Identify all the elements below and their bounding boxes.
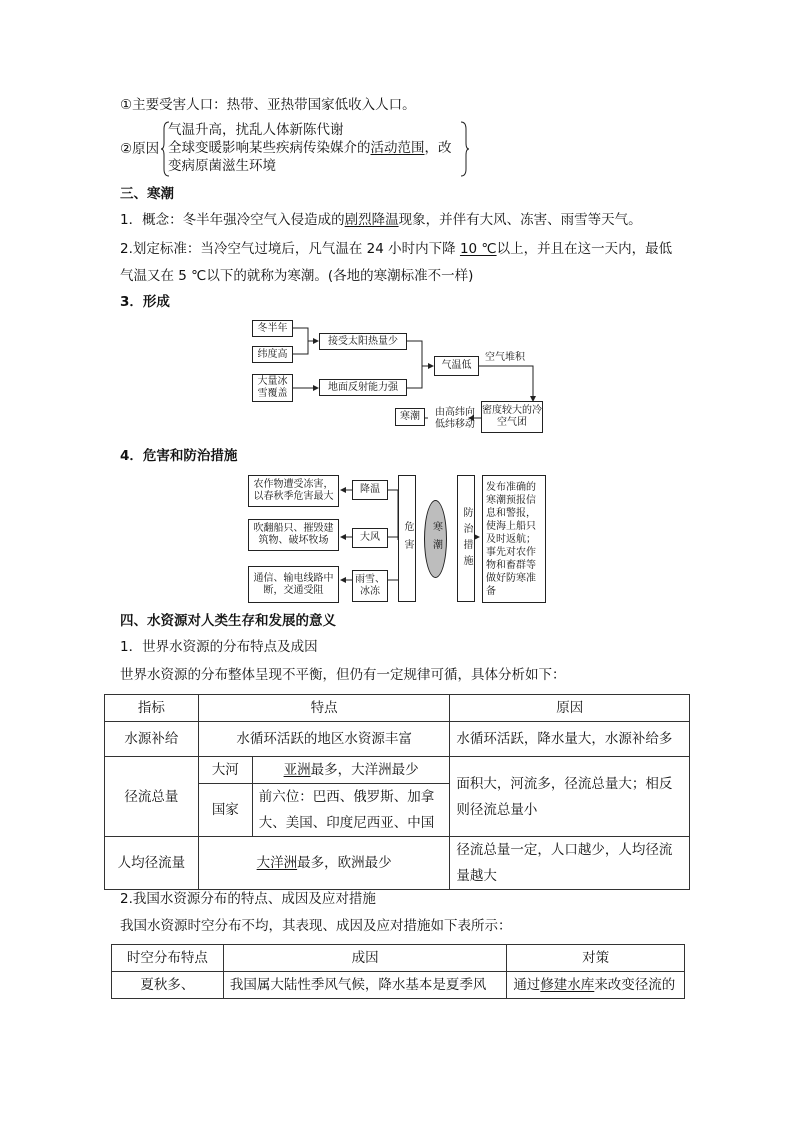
box-prevent: 防治措施 bbox=[457, 475, 475, 602]
china-water-table bbox=[111, 944, 685, 999]
box-cold-wave: 寒潮 bbox=[395, 408, 425, 426]
box-reflect: 地面反射能力强 bbox=[319, 379, 407, 396]
t1-r3-index: 人均径流量 bbox=[105, 837, 199, 890]
box-dense-air: 密度较大的冷空气团 bbox=[481, 401, 543, 433]
item1-text: 热带、亚热带国家低收入人口。 bbox=[226, 97, 416, 113]
box-comm: 通信、输电线路中断，交通受阻 bbox=[248, 566, 339, 603]
box-temp-low: 气温低 bbox=[434, 356, 479, 376]
t1-r2-country: 国家 bbox=[198, 784, 252, 837]
t1-r3-cause: 径流总量一定，人口越少，人均径流量越大 bbox=[450, 837, 690, 890]
t1-r2-country-feature: 前六位：巴西、俄罗斯、加拿大、美国、印度尼西亚、中国 bbox=[252, 784, 450, 837]
item1-prefix: ①主要受害人口： bbox=[120, 97, 227, 113]
reason-line2-underlined: 活动范围 bbox=[370, 140, 425, 156]
t2-r1-measure-underlined: 修建水库 bbox=[540, 977, 595, 993]
t1-r2-river-b: 最多，大洋洲最少 bbox=[310, 762, 419, 778]
box-sun: 接受太阳热量少 bbox=[319, 333, 407, 350]
item2-label: ②原因 bbox=[120, 141, 160, 157]
t1-r3-underlined: 大洋洲 bbox=[256, 855, 298, 871]
water-heading: 四、水资源对人类生存和发展的意义 bbox=[120, 613, 336, 629]
box-harm: 危害 bbox=[398, 475, 416, 602]
item1-line bbox=[120, 96, 416, 114]
harm-heading: 4．危害和防治措施 bbox=[120, 448, 238, 464]
t1-r2-cause: 面积大，河流多，径流总量大；相反则径流总量小 bbox=[450, 757, 690, 837]
water-sub1: 1．世界水资源的分布特点及成因 bbox=[120, 639, 318, 655]
reason-line2-a: 全球变暖影响某些疾病传染媒介的 bbox=[168, 140, 371, 156]
cold-heading: 三、寒潮 bbox=[120, 186, 174, 202]
standard-line1 bbox=[120, 240, 672, 258]
t2-r1-cause: 我国属大陆性季风气候，降水基本是夏季风 bbox=[223, 972, 506, 999]
t2-r1-measure-b: 来改变径流的 bbox=[594, 977, 676, 993]
t1-r2-river-feature bbox=[252, 757, 450, 784]
t1-h-index: 指标 bbox=[105, 695, 199, 722]
concept-underlined: 剧烈降温 bbox=[344, 212, 399, 228]
label-accumulate: 空气堆积 bbox=[485, 352, 525, 363]
t1-r1-index: 水源补给 bbox=[105, 722, 199, 757]
standard-b: 以上，并且在这一天内，最低 bbox=[496, 241, 673, 257]
t2-h-cause: 成因 bbox=[223, 945, 506, 972]
t2-h-feature: 时空分布特点 bbox=[112, 945, 224, 972]
t1-r2-index: 径流总量 bbox=[105, 757, 199, 837]
box-snow-ice: 雨雪、冰冻 bbox=[352, 570, 388, 602]
t2-h-measure: 对策 bbox=[507, 945, 685, 972]
box-measures: 发布准确的寒潮预报信息和警报，使海上船只及时返航；事先对农作物和畜群等做好防寒准备 bbox=[482, 475, 546, 603]
reason-line2-b: ，改 bbox=[424, 140, 452, 156]
box-latitude: 纬度高 bbox=[252, 346, 293, 363]
standard-a: 2.划定标准：当冷空气过境后，凡气温在 24 小时内下降 bbox=[120, 241, 460, 257]
t1-r1-cause: 水循环活跃，降水量大，水源补给多 bbox=[450, 722, 690, 757]
t2-r1-feature: 夏秋多、 bbox=[112, 972, 224, 999]
t1-r3-feature bbox=[198, 837, 450, 890]
reason-line3: 变病原菌滋生环境 bbox=[168, 158, 276, 174]
box-winter: 冬半年 bbox=[252, 320, 293, 337]
t1-r2-river-underlined: 亚洲 bbox=[283, 762, 311, 778]
t1-r1-feature: 水循环活跃的地区水资源丰富 bbox=[198, 722, 450, 757]
t2-r1-measure bbox=[507, 972, 685, 999]
concept-b: 现象，并伴有大风、冻害、雨雪等天气。 bbox=[398, 212, 642, 228]
water-intro1: 世界水资源的分布整体呈现不平衡，但仍有一定规律可循，具体分析如下： bbox=[120, 667, 566, 683]
concept-a: 1．概念：冬半年强冷空气入侵造成的 bbox=[120, 212, 345, 228]
concept-line bbox=[120, 211, 642, 229]
t1-r3-b: 最多，欧洲最少 bbox=[297, 855, 392, 871]
world-water-table bbox=[104, 694, 690, 890]
formation-heading: 3．形成 bbox=[120, 294, 170, 310]
label-move: 由高纬向低纬移动 bbox=[435, 407, 475, 430]
reason-line2 bbox=[168, 139, 452, 157]
oval-cold-wave: 寒潮 bbox=[424, 500, 447, 578]
standard-line2: 气温又在 5 ℃以下的就称为寒潮。(各地的寒潮标准不一样) bbox=[120, 268, 474, 284]
right-brace-icon bbox=[460, 121, 470, 177]
t2-r1-measure-a: 通过 bbox=[513, 977, 541, 993]
t1-h-cause: 原因 bbox=[450, 695, 690, 722]
box-crop: 农作物遭受冻害，以春秋季危害最大 bbox=[248, 475, 339, 507]
water-sub2: 2.我国水资源分布的特点、成因及应对措施 bbox=[120, 891, 376, 907]
reason-line1: 气温升高，扰乱人体新陈代谢 bbox=[168, 122, 344, 138]
box-wind: 大风 bbox=[352, 528, 388, 548]
box-snow: 大量冰雪覆盖 bbox=[252, 374, 293, 402]
t1-r2-river: 大河 bbox=[198, 757, 252, 784]
box-cooling: 降温 bbox=[352, 480, 388, 500]
standard-underlined: 10 ℃ bbox=[459, 241, 497, 257]
water-intro2: 我国水资源时空分布不均，其表现、成因及应对措施如下表所示： bbox=[120, 918, 512, 934]
box-ship: 吹翻船只、摧毁建筑物、破坏牧场 bbox=[248, 519, 339, 551]
t1-h-feature: 特点 bbox=[198, 695, 450, 722]
